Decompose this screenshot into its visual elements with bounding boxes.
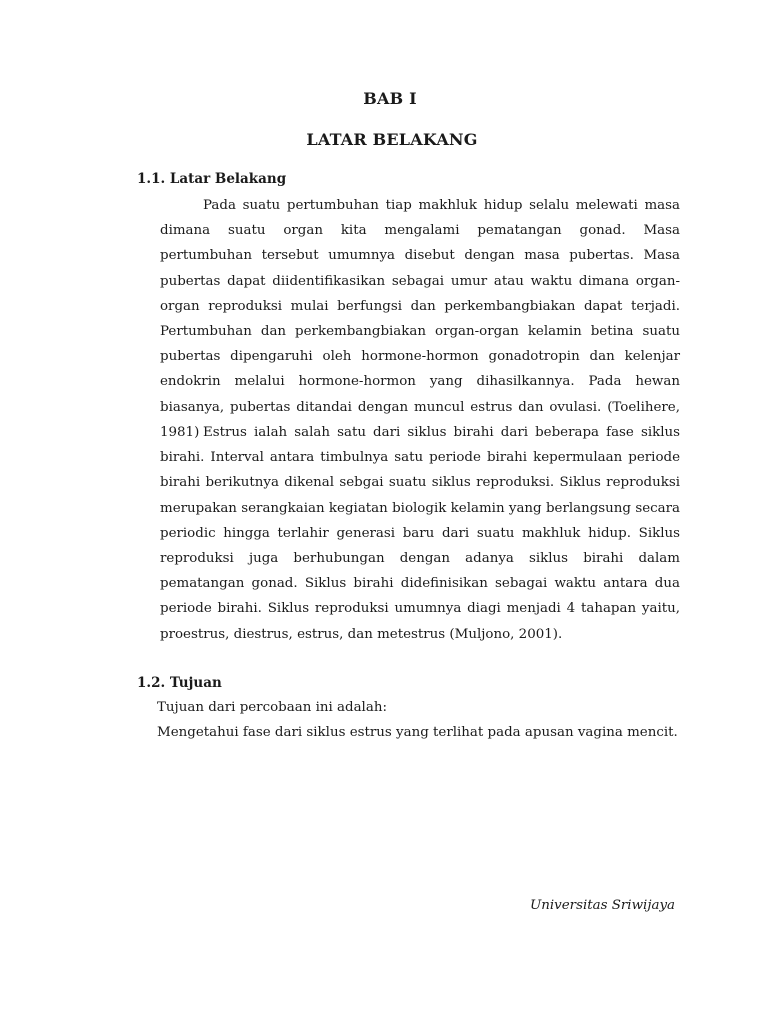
- paragraph-text: Estrus ialah salah satu dari siklus birahi dari beberapa fase siklus birahi. Interval antara timbulnya satu periode birahi kepermulaan periode birahi berikutnya dikenal sebgai suatu siklus reproduksi. Siklus reproduksi merupakan serangkaian kegiatan biologik kelamin yang berlangsung secara periodic hingga terlahir generasi baru dari suatu makhluk hidup. Siklus reproduksi juga berhubungan dengan adanya siklus birahi dalam pematangan gonad. Siklus birahi didefinisikan sebagai waktu antara dua periode birahi. Siklus reproduksi umumnya diagi menjadi 4 tahapan yaitu, proestrus, diestrus, estrus, dan metestrus (Muljono, 2001).: [160, 425, 680, 642]
- tujuan-objective-line: Mengetahui fase dari siklus estrus yang terlihat pada apusan vagina mencit.: [157, 725, 678, 740]
- footer-institution: Universitas Sriwijaya: [529, 898, 675, 913]
- paragraph-text: Pada suatu pertumbuhan tiap makhluk hidup selalu melewati masa dimana suatu organ kita mengalami pematangan gonad. Masa pertumbuhan tersebut umumnya disebut dengan masa pubertas. Masa pubertas dapat diidentifikasikan sebagai umur atau waktu dimana organ-organ reproduksi mulai berfungsi dan perkembangbiakan dapat terjadi. Pertumbuhan dan perkembangbiakan organ-organ kelamin betina suatu pubertas dipengaruhi oleh hormone-hormon gonadotropin dan kelenjar endokrin melalui hormone-hormon yang dihasilkannya. Pada hewan biasanya, pubertas ditandai dengan muncul estrus dan ovulasi. (Toelihere, 1981): [160, 198, 680, 440]
- tujuan-intro-line: Tujuan dari percobaan ini adalah:: [157, 700, 387, 715]
- paragraph-estrus: [160, 420, 680, 647]
- chapter-number: BAB I: [363, 89, 417, 108]
- paragraph-pubertas: [160, 193, 680, 445]
- section-heading-latar-belakang: 1.1. Latar Belakang: [137, 171, 287, 187]
- chapter-title: LATAR BELAKANG: [306, 130, 478, 149]
- section-heading-tujuan: 1.2. Tujuan: [137, 675, 222, 691]
